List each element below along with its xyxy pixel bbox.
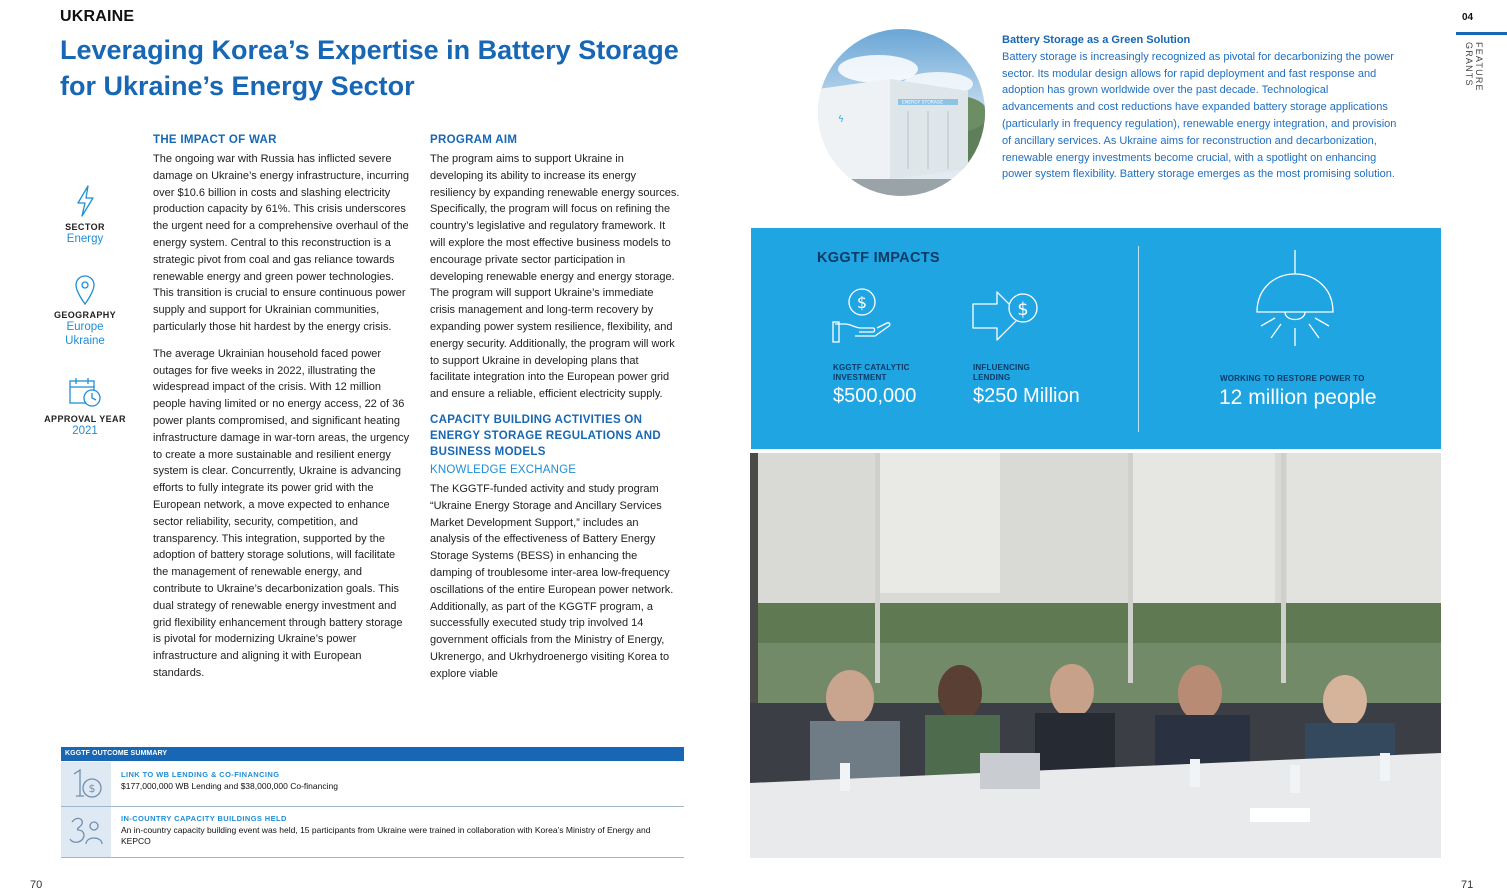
sector-label: SECTOR bbox=[65, 222, 105, 232]
impacts-title: KGGTF IMPACTS bbox=[817, 250, 940, 266]
influencing-lending-label bbox=[973, 363, 1030, 383]
knowledge-exchange-paragraph: The KGGTF-funded activity and study program “Ukraine Energy Storage and Ancillary Services Market Development Support,” includes an analysis of the effectiveness of Battery Energy Storage Systems (BESS) in enhancing the damping of troublesome inter-area low-frequency oscillations of the entire European power network. Additionally, as part of the KGGTF program, a successfully executed study trip involved 14 government officials from the Ministry of Energy, Ukrenergo, and Ukrhydroenergo visiting Korea to explore viable bbox=[430, 482, 674, 680]
approval-year-label: APPROVAL YEAR bbox=[44, 414, 126, 424]
capacity-heading: IN-COUNTRY CAPACITY BUILDINGS HELD bbox=[121, 814, 287, 823]
geography-value-country: Ukraine bbox=[65, 335, 105, 347]
program-aim-heading: PROGRAM AIM bbox=[430, 134, 518, 146]
svg-text:$: $ bbox=[1017, 299, 1029, 320]
battery-storage-section bbox=[1002, 32, 1402, 183]
chapter-number: 04 bbox=[1462, 12, 1474, 23]
catalytic-investment-label bbox=[833, 363, 910, 383]
capacity-text: An in-country capacity building event was held, 15 participants from Ukraine were trained in collaboration with Korea’s Ministry of Energy and KEPCO bbox=[121, 825, 651, 846]
catalytic-investment-value: $500,000 bbox=[833, 385, 917, 407]
impacts-panel bbox=[751, 228, 1441, 449]
restore-power-label: WORKING TO RESTORE POWER TO bbox=[1220, 374, 1365, 383]
summary-icon-box bbox=[61, 762, 111, 806]
battery-storage-title: Battery Storage as a Green Solution bbox=[1002, 34, 1191, 46]
three-people-icon bbox=[66, 812, 106, 852]
impacts-divider bbox=[1138, 246, 1139, 432]
lamp-icon bbox=[1253, 250, 1337, 350]
geography-value-region: Europe bbox=[66, 321, 104, 333]
country-kicker: UKRAINE bbox=[60, 8, 135, 25]
battery-container-illustration bbox=[818, 29, 985, 196]
catalytic-label-line-2: INVESTMENT bbox=[833, 373, 887, 382]
restore-power-value: 12 million people bbox=[1219, 386, 1377, 409]
page-number-right: 71 bbox=[1461, 879, 1474, 891]
sector-value: Energy bbox=[66, 233, 104, 245]
battery-storage-text: Battery storage is increasingly recognized as pivotal for decarbonizing the power sector. Its modular design allows for rapid deployment and fast response and adoption has grown worldwide over the past decade. Technological advancements and cost reductions have expanded battery storage applications (particularly in frequency regulation), renewable energy integration, and provision of ancillary services. As Ukraine aims for reconstruction and decarbonization, renewable energy investments become crucial, with a spotlight on enhancing power system flexibility. Battery storage emerges as the most promising solution. bbox=[1002, 50, 1397, 181]
one-dollar-icon bbox=[66, 766, 106, 802]
hand-dollar-icon bbox=[831, 286, 893, 346]
summary-row-capacity bbox=[61, 807, 684, 858]
lightning-icon bbox=[73, 184, 97, 218]
chapter-label: FEATURE GRANTS bbox=[1464, 42, 1484, 92]
approval-year-info bbox=[40, 376, 130, 438]
summary-icon-box bbox=[61, 807, 111, 857]
influencing-lending-value: $250 Million bbox=[973, 385, 1080, 407]
svg-text:$: $ bbox=[856, 293, 868, 312]
page-title: Leveraging Korea’s Expertise in Battery Storage for Ukraine’s Energy Sector bbox=[60, 35, 679, 101]
lending-text: $177,000,000 WB Lending and $38,000,000 Co-financing bbox=[121, 781, 338, 791]
meeting-room-illustration bbox=[750, 453, 1441, 858]
impact-of-war-paragraph-2: The average Ukrainian household faced power outages for five weeks in 2022, illustrating the widespread impact of the crisis. With 12 million people having limited or no energy access, 22 of 36 power plants compromised, and significant heating infrastructure damage in war-torn areas, the urgency to create a more sustainable and resilient energy system is clear. Concurrently, Ukraine is advancing efforts to fully integrate its power grid with the European network, a move expected to enhance sector reliability, security, competition, and transparency. This integration, supported by the adoption of battery storage solutions, will facilitate the management of renewable energy, and contribute to Ukraine’s decarbonization goals. This dual strategy of renewable energy investment and grid flexibility enhancement through battery storage is pivotal for modernizing Ukraine’s power infrastructure and aligning it with European standards. bbox=[153, 347, 410, 679]
page-number-left: 70 bbox=[30, 879, 43, 891]
program-aim-paragraph: The program aims to support Ukraine in developing its ability to increase its energy resiliency by expanding renewable energy sources. Specifically, the program will focus on refining the country’s legislative and regulatory framework. It will explore the most effective business models to encourage private sector participation in developing renewable energy and energy storage. The program will support Ukraine’s immediate crisis management and long-term recovery by expanding power system resilience, flexibility, and energy security. Additionally, the program will work to support Ukraine in developing plans that facilitate integration into the European power grid and ensure a reliable, efficient electricity supply. bbox=[430, 153, 680, 401]
knowledge-exchange-subheading: KNOWLEDGE EXCHANGE bbox=[430, 463, 577, 476]
impact-of-war-column bbox=[153, 132, 411, 692]
approval-year-value: 2021 bbox=[72, 425, 98, 437]
geography-label: GEOGRAPHY bbox=[53, 310, 117, 320]
svg-text:ϟ: ϟ bbox=[838, 115, 844, 125]
meeting-photo bbox=[750, 453, 1441, 858]
capacity-building-heading: CAPACITY BUILDING ACTIVITIES ON ENERGY STORAGE REGULATIONS AND BUSINESS MODELS bbox=[430, 413, 661, 458]
container-label: ENERGY STORAGE bbox=[902, 100, 944, 106]
lending-label-line-2: LENDING bbox=[973, 373, 1011, 382]
arrow-dollar-icon bbox=[971, 288, 1043, 350]
svg-text:$: $ bbox=[88, 782, 96, 795]
chapter-tab-rule bbox=[1456, 32, 1507, 35]
geography-info bbox=[40, 274, 130, 348]
chapter-tab bbox=[1456, 0, 1507, 130]
sector-info bbox=[40, 184, 130, 246]
impact-of-war-paragraph-1: The ongoing war with Russia has inflicted severe damage on Ukraine’s energy infrastructure, incurring over $10.6 billion in costs and slashing electricity production capacity by 61%. This crisis underscores the urgent need for a comprehensive overhaul of the energy system. Central to this reconstruction is a strategic pivot from coal and gas reliance towards renewable energy and green power technologies. This transition is crucial to ensure continuous power supply and support for Ukrainian communities, particularly those hit hardest by the energy crisis. bbox=[153, 153, 409, 333]
catalytic-label-line-1: KGGTF CATALYTIC bbox=[833, 363, 910, 372]
map-pin-icon bbox=[73, 274, 97, 306]
battery-storage-image bbox=[818, 29, 985, 196]
calendar-clock-icon bbox=[67, 376, 103, 410]
outcome-summary-bar: KGGTF OUTCOME SUMMARY bbox=[61, 747, 684, 761]
lending-heading: LINK TO WB LENDING & CO-FINANCING bbox=[121, 770, 280, 779]
lending-label-line-1: INFLUENCING bbox=[973, 363, 1030, 372]
program-aim-column bbox=[430, 132, 680, 693]
impact-of-war-heading: THE IMPACT OF WAR bbox=[153, 134, 277, 146]
summary-row-lending bbox=[61, 762, 684, 807]
